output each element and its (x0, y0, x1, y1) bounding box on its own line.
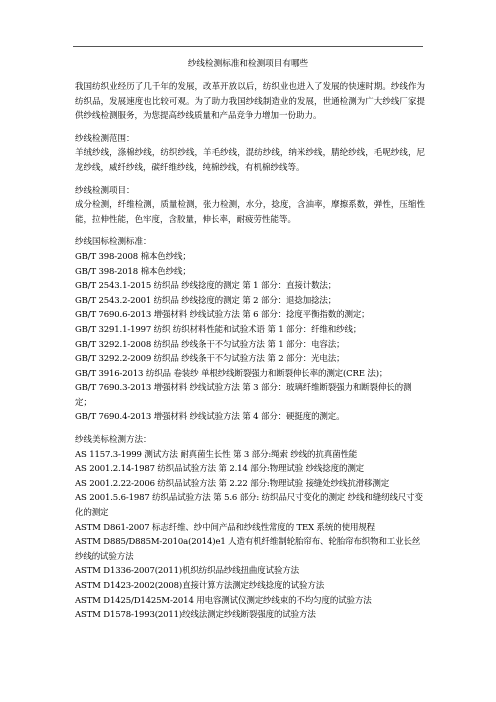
cn-standard-item: GB/T 7690.4-2013 增强材料 纱线试验方法 第 4 部分：硬挺度的测定。 (75, 412, 345, 423)
us-standard-item: ASTM D1423-2002(2008)直接计算方法测定纱线捻度的试验方法 (75, 581, 325, 591)
cn-standard-item: GB/T 3291.1-1997 纺织 纺织材料性能和试验术语 第 1 部分：纤维和纱线； (75, 324, 362, 335)
us-standard-item: AS 2001.5.6-1987 纺织品试验方法 第 5.6 部分: 纺织品尺寸变化的测定 纱线和缝纫线尺寸变化的测定 (75, 493, 423, 519)
scope-heading: 纱线检测范围： (75, 133, 135, 144)
us-standard-item: ASTM D1578-1993(2011)绞线法测定纱线断裂强度的试验方法 (75, 610, 316, 621)
cn-standard-item: GB/T 3292.1-2008 纺织品 纱线条干不匀试验方法 第 1 部分：电容法； (75, 339, 345, 350)
cn-standard-item: GB/T 2543.2-2001 纺织品 纱线捻度的测定 第 2 部分：退捻加捻法； (75, 295, 337, 306)
items-text: 成分检测，纤维检测，质量检测，张力检测，水分，捻度，含油率，摩擦系数，弹性，压缩性能，拉伸性能，色牢度，含胶量，伸长率，耐疲劳性能等。 (75, 200, 425, 225)
cn-standard-item: GB/T 2543.1-2015 纺织品 纱线捻度的测定 第 1 部分：直接计数法； (75, 281, 337, 292)
document-body (75, 80, 425, 623)
cn-standard-item: GB/T 7690.3-2013 增强材料 纱线试验方法 第 3 部分：玻璃纤维断裂强力和断裂伸长的测定； (75, 383, 412, 408)
us-standard-item: AS 1157.3-1999 测试方法 耐真菌生长性 第 3 部分:绳索 纱线的抗真菌性能 (75, 449, 358, 460)
us-standards-heading: 纱线美标检测方法： (75, 435, 152, 446)
cn-standards-list (75, 250, 425, 425)
us-standard-item: AS 2001.2.14-1987 纺织品试验方法 第 2.14 部分:物理试验 纱线捻度的测定 (75, 464, 365, 475)
us-standard-item: AS 2001.2.22-2006 纺织品试验方法 第 2.22 部分:物理试验 接缝处纱线抗滑移测定 (75, 478, 390, 489)
items-heading: 纱线检测项目： (75, 185, 135, 196)
cn-standard-item: GB/T 398-2008 棉本色纱线； (75, 251, 191, 262)
intro-paragraph: 我国纺织业经历了几千年的发展，改革开放以后，纺织业也进入了发展的快速时期。纱线作为纺织品，发展速度也比较可观。为了助力我国纱线制造业的发展，世通检测为广大纱线厂家提供纱线检测服务，为您提高纱线质量和产品竞争力增加一份助力。 (75, 82, 425, 122)
us-standard-item: ASTM D1336-2007(2011)机织纺织品纱线扭曲度试验方法 (75, 566, 300, 577)
us-standard-item: ASTM D885/D885M-2010a(2014)e1 人造有机纤维制轮胎帘布、轮胎帘布织物和工业长丝纱线的试验方法 (75, 537, 421, 562)
scope-text: 羊绒纱线，涤棉纱线，纺织纱线，羊毛纱线，混纺纱线，纳米纱线，腈纶纱线，毛呢纱线，尼龙纱线，威纤纱线，碳纤维纱线，纯棉纱线，有机棉纱线等。 (75, 148, 425, 173)
cn-standard-item: GB/T 3292.2-2009 纺织品 纱线条干不匀试验方法 第 2 部分：光电法； (75, 354, 345, 365)
us-standards-list (75, 448, 425, 623)
us-standard-item: ASTM D861-2007 标志纤维、纱中间产品和纱线性常度的 TEX 系统的使用规程 (75, 522, 376, 533)
cn-standard-item: GB/T 3916-2013 纺织品 卷装纱 单根纱线断裂强力和断裂伸长率的测定(CRE 法)； (75, 368, 388, 379)
cn-standard-item: GB/T 398-2018 棉本色纱线； (75, 266, 191, 277)
document-title: 纱线检测标准和检测项目有哪些 (187, 59, 309, 69)
cn-standards-heading: 纱线国标检测标准： (75, 237, 152, 248)
header-rule (73, 46, 423, 47)
cn-standard-item: GB/T 7690.6-2013 增强材料 纱线试验方法 第 6 部分：捻度平衡指数的测定； (75, 310, 370, 321)
us-standard-item: ASTM D1425/D1425M-2014 用电容测试仪测定纱线束的不均匀度的试验方法 (75, 595, 372, 606)
